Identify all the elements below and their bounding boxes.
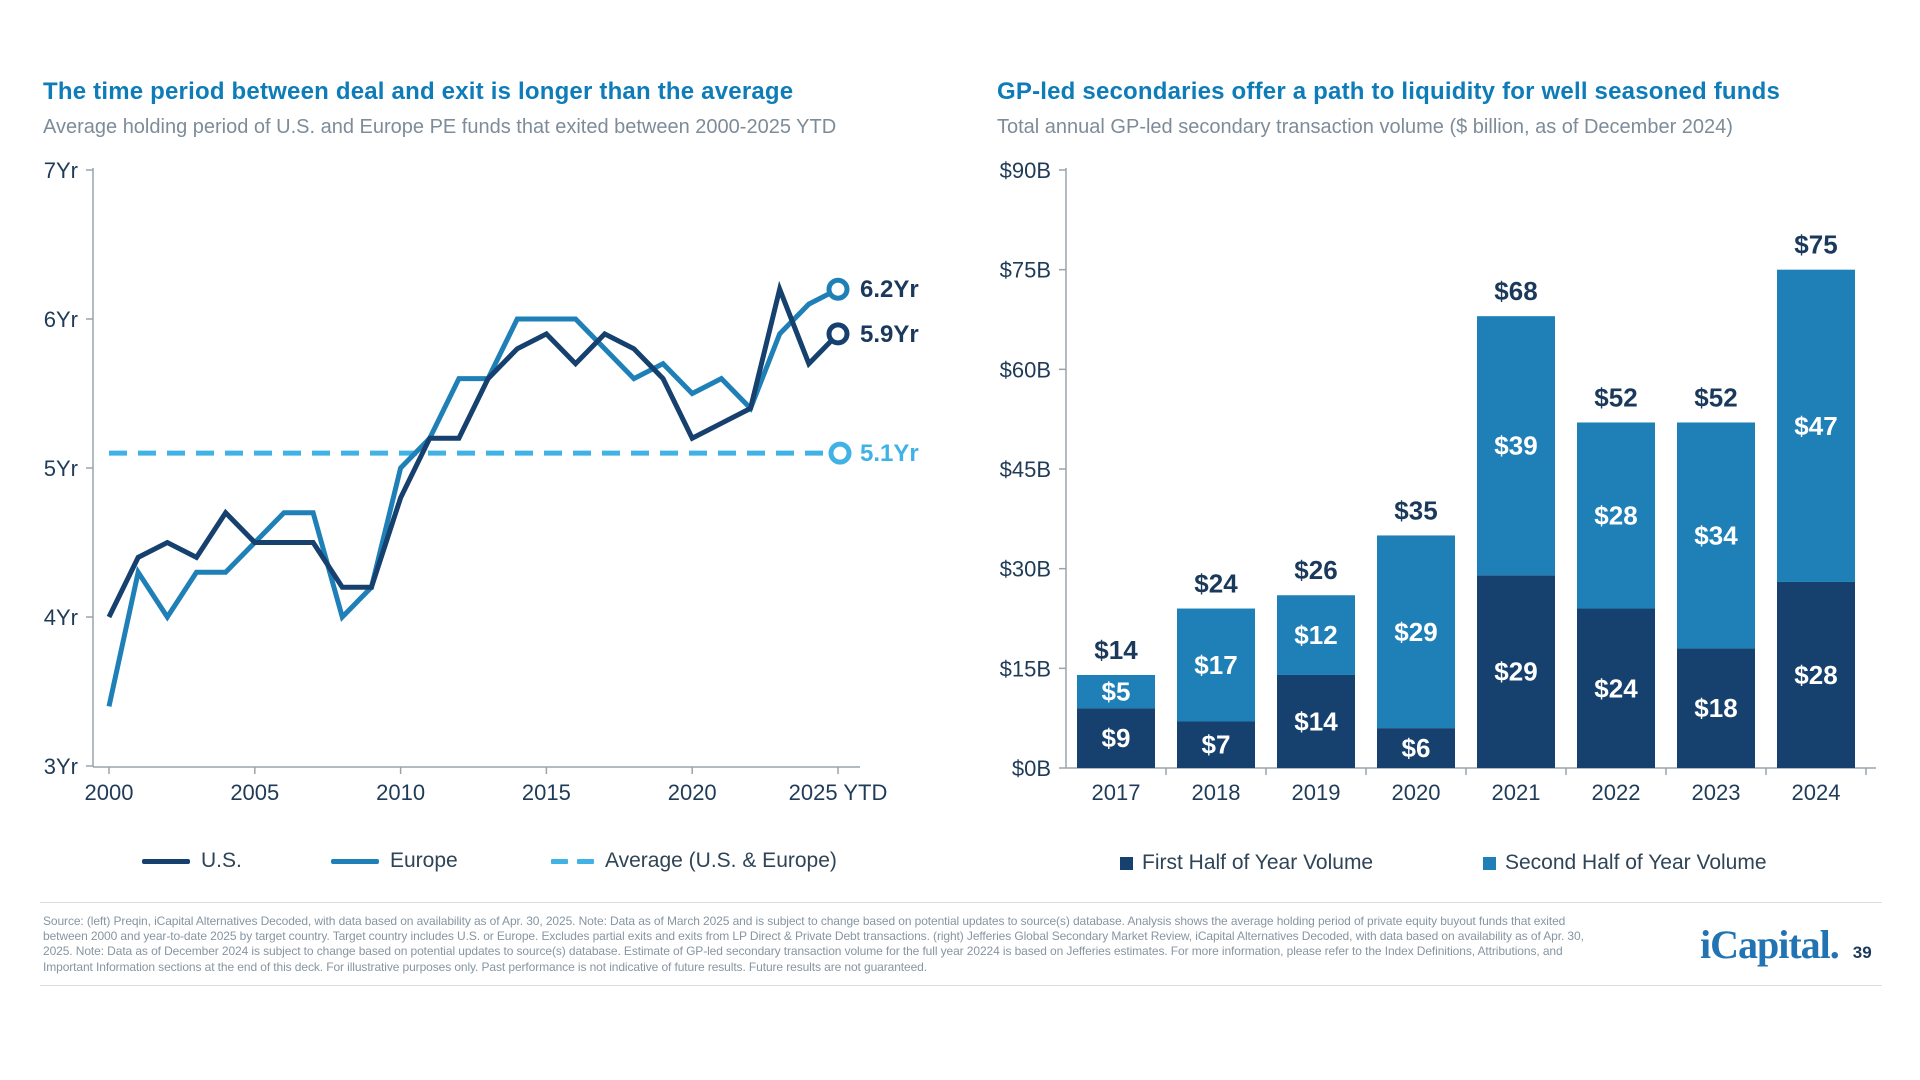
legend-label-second-half: Second Half of Year Volume (1505, 851, 1767, 874)
svg-text:$52: $52 (1694, 382, 1738, 413)
icapital-logo-text: iCapital. (1700, 922, 1839, 967)
svg-text:$14: $14 (1094, 634, 1138, 665)
legend-label-europe: Europe (390, 849, 458, 872)
line-europe (109, 289, 838, 706)
svg-text:$47: $47 (1794, 410, 1838, 441)
legend-item-average (551, 848, 837, 874)
icapital-logo (1700, 921, 1872, 968)
legend-item-first-half (1120, 850, 1373, 876)
svg-text:$28: $28 (1594, 500, 1638, 531)
svg-text:6Yr: 6Yr (43, 307, 78, 332)
source-note-line: between 2000 and year-to-date 2025 by target country. Target country includes U.S. or Europe. Excludes partial exits and exits from LP Direct & Private Debt transactions. (right) Jefferies Global Secondary Market Review, iCapital Alternatives Decoded, with data based on availability as of Apr. 30, (43, 929, 1584, 944)
svg-text:$18: $18 (1694, 693, 1738, 724)
footer-top-divider (40, 902, 1882, 903)
left-chart-title: The time period between deal and exit is longer than the average (43, 78, 794, 105)
svg-text:5Yr: 5Yr (43, 456, 78, 481)
second-half-swatch (1483, 857, 1496, 870)
page-number: 39 (1852, 943, 1872, 962)
svg-text:$5: $5 (1101, 676, 1131, 707)
svg-text:2010: 2010 (376, 780, 426, 805)
svg-text:$9: $9 (1101, 723, 1131, 754)
svg-text:2025 YTD: 2025 YTD (788, 780, 888, 805)
source-note-line: Important Information sections at the end of this deck. For illustrative purposes only. Past performance is not indicative of future results. Future results are not guaranteed. (43, 959, 927, 974)
svg-text:7Yr: 7Yr (43, 158, 78, 183)
svg-text:$60B: $60B (999, 357, 1051, 383)
right-chart-subtitle: Total annual GP-led secondary transaction volume ($ billion, as of December 2024) (997, 116, 1733, 138)
svg-text:4Yr: 4Yr (43, 605, 78, 630)
svg-text:$14: $14 (1294, 706, 1338, 737)
svg-text:$39: $39 (1494, 430, 1538, 461)
svg-text:$6: $6 (1401, 733, 1431, 764)
source-note-line: Source: (left) Preqin, iCapital Alternatives Decoded, with data based on availability as of Apr. 30, 2025. Note: Data as of March 2025 and is subject to change based on potential updates to source(s) database. Analysis shows the average holding period of private equity buyout funds that exited (43, 914, 1566, 928)
svg-text:$24: $24 (1594, 673, 1638, 704)
svg-text:3Yr: 3Yr (43, 754, 78, 779)
europe-line-swatch (331, 859, 379, 864)
svg-text:5.1Yr: 5.1Yr (860, 440, 919, 468)
svg-text:$34: $34 (1694, 520, 1738, 551)
left-chart-subtitle: Average holding period of U.S. and Europe PE funds that exited between 2000-2025 YTD (43, 116, 837, 138)
average-end-marker (831, 444, 849, 462)
end-marker (829, 325, 847, 343)
svg-text:$24: $24 (1194, 568, 1238, 599)
legend-item-europe (331, 848, 458, 874)
svg-text:$15B: $15B (999, 656, 1051, 682)
svg-text:$0B: $0B (1011, 756, 1051, 781)
right-chart-title: GP-led secondaries offer a path to liquidity for well seasoned funds (997, 78, 1781, 105)
svg-text:2020: 2020 (667, 780, 717, 805)
holding-period-line-chart (0, 0, 960, 820)
gp-led-volume-bar-chart (960, 0, 1920, 820)
us-line-swatch (142, 859, 190, 864)
svg-text:$7: $7 (1201, 729, 1231, 760)
svg-text:$26: $26 (1294, 555, 1338, 586)
svg-text:2000: 2000 (84, 780, 134, 805)
svg-text:2020: 2020 (1391, 780, 1441, 805)
svg-text:2021: 2021 (1491, 780, 1541, 805)
average-dashed-swatch (551, 859, 594, 864)
source-note-line: 2025. Note: Data as of December 2024 is subject to change based on potential updates to source(s) database. Estimate of GP-led secondary transaction volume for the full year 20224 is based on Jefferies estimates. For more information, please refer to the Index Definitions, Attributions, and (43, 944, 1563, 959)
svg-text:6.2Yr: 6.2Yr (860, 276, 919, 304)
svg-text:2015: 2015 (521, 780, 571, 805)
svg-text:$52: $52 (1594, 382, 1638, 413)
svg-text:2017: 2017 (1091, 780, 1141, 805)
legend-item-us (142, 848, 242, 874)
legend-label-first-half: First Half of Year Volume (1142, 851, 1374, 874)
svg-text:$12: $12 (1294, 620, 1338, 651)
svg-text:$35: $35 (1394, 495, 1438, 526)
legend-label-average: Average (U.S. & Europe) (605, 849, 837, 872)
svg-text:$45B: $45B (999, 457, 1051, 482)
svg-text:$75B: $75B (999, 257, 1051, 283)
legend-label-us: U.S. (201, 849, 242, 872)
svg-text:2023: 2023 (1691, 780, 1741, 805)
svg-text:$29: $29 (1494, 656, 1538, 687)
svg-text:5.9Yr: 5.9Yr (860, 320, 919, 348)
svg-text:$30B: $30B (999, 556, 1051, 582)
svg-text:2005: 2005 (230, 780, 280, 805)
svg-text:$17: $17 (1194, 650, 1238, 681)
end-marker (829, 280, 847, 298)
legend-item-second-half (1483, 850, 1767, 876)
svg-text:$90B: $90B (999, 158, 1051, 183)
source-note (43, 914, 1693, 975)
svg-text:2022: 2022 (1591, 780, 1641, 805)
svg-text:$75: $75 (1794, 229, 1838, 260)
svg-text:2018: 2018 (1191, 780, 1241, 805)
svg-text:$28: $28 (1794, 659, 1838, 690)
first-half-swatch (1120, 857, 1133, 870)
svg-text:2019: 2019 (1291, 780, 1341, 805)
svg-text:$68: $68 (1494, 276, 1538, 307)
svg-text:2024: 2024 (1791, 780, 1841, 805)
bottom-divider (40, 985, 1882, 986)
svg-text:$29: $29 (1394, 616, 1438, 647)
